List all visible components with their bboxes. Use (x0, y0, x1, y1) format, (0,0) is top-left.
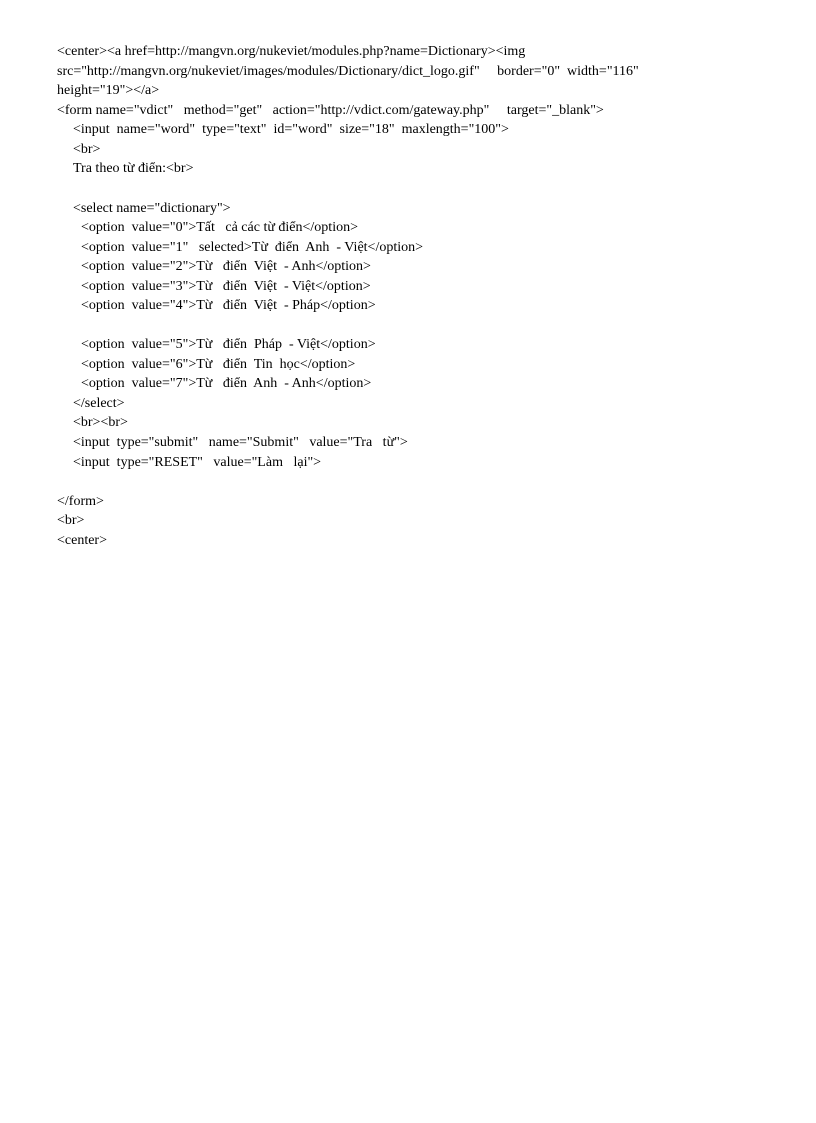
code-line-br: <br> (73, 142, 101, 157)
code-line-double-br: <br><br> (73, 415, 128, 430)
code-line-label: Tra theo từ điển:<br> (73, 161, 194, 176)
code-line-img-height: height="19"></a> (57, 83, 160, 98)
code-line-option-3: <option value="3">Từ điển Việt - Việt</option> (81, 279, 371, 294)
code-line-select-open: <select name="dictionary"> (73, 201, 231, 216)
code-line-img-src: src="http://mangvn.org/nukeviet/images/modules/Dictionary/dict_logo.gif" border="0" width="116" (57, 64, 639, 79)
code-line-form-close: </form> (57, 494, 104, 509)
code-line-select-close: </select> (73, 396, 125, 411)
code-line-final-br: <br> (57, 513, 85, 528)
code-line-option-6: <option value="6">Từ điển Tin học</option> (81, 357, 356, 372)
code-line-input-word: <input name="word" type="text" id="word" size="18" maxlength="100"> (73, 122, 509, 137)
code-line-option-5: <option value="5">Từ điển Pháp - Việt</option> (81, 337, 376, 352)
code-line-option-7: <option value="7">Từ điển Anh - Anh</option> (81, 376, 372, 391)
code-line-center-anchor: <center><a href=http://mangvn.org/nukeviet/modules.php?name=Dictionary><img (57, 44, 526, 59)
code-line-option-0: <option value="0">Tất cả các từ điển</option> (81, 220, 358, 235)
code-line-form-open: <form name="vdict" method="get" action="http://vdict.com/gateway.php" target="_blank"> (57, 103, 604, 118)
code-line-option-1: <option value="1" selected>Từ điển Anh - Việt</option> (81, 240, 424, 255)
code-line-final-center: <center> (57, 533, 107, 548)
code-line-option-4: <option value="4">Từ điển Việt - Pháp</option> (81, 298, 376, 313)
code-line-option-2: <option value="2">Từ điển Việt - Anh</option> (81, 259, 371, 274)
code-line-reset-input: <input type="RESET" value="Làm lại"> (73, 455, 322, 470)
code-line-submit-input: <input type="submit" name="Submit" value="Tra từ"> (73, 435, 408, 450)
